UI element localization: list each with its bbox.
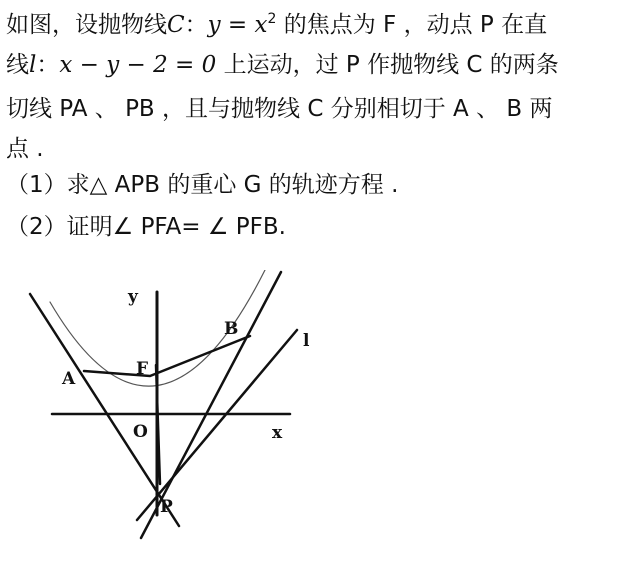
problem-line-3: 切线 PA 、 PB ，且与抛物线 C 分别相切于 A 、 B 两: [6, 96, 553, 122]
exponent: 2: [267, 11, 277, 27]
colon: ：: [184, 12, 208, 38]
problem-line-1-rest: 的焦点为 F ，动点 P 在直: [276, 12, 548, 38]
problem-line-2-rest: 上运动，过 P 作抛物线 C 的两条: [216, 52, 559, 78]
line-name: l: [29, 52, 37, 78]
label-x: x: [272, 423, 283, 443]
equals-sign: =: [220, 12, 255, 38]
question-1: （1）求△ APB 的重心 G 的轨迹方程 .: [6, 172, 399, 198]
geometry-figure: [0, 270, 640, 564]
question-2: （2）证明∠ PFA= ∠ PFB.: [6, 214, 286, 240]
parabola-name: C: [167, 12, 185, 38]
problem-line-2-intro: 线: [6, 52, 29, 78]
line-equation: x − y − 2 = 0: [59, 52, 217, 78]
problem-line-4: 点 .: [6, 136, 44, 162]
problem-line-1-intro: 如图，设抛物线: [6, 12, 167, 38]
label-a: A: [62, 369, 76, 389]
label-y: y: [128, 287, 138, 307]
label-f: F: [136, 359, 149, 379]
label-o: O: [133, 422, 148, 442]
problem-line-1: [6, 4, 547, 40]
segment-afb: [84, 336, 250, 376]
label-b: B: [224, 319, 239, 339]
label-l: l: [303, 331, 310, 351]
label-p: P: [160, 497, 173, 517]
math-x: x: [254, 12, 268, 38]
math-y: y: [207, 12, 221, 38]
colon: ：: [36, 52, 60, 78]
problem-line-2: [6, 50, 559, 80]
